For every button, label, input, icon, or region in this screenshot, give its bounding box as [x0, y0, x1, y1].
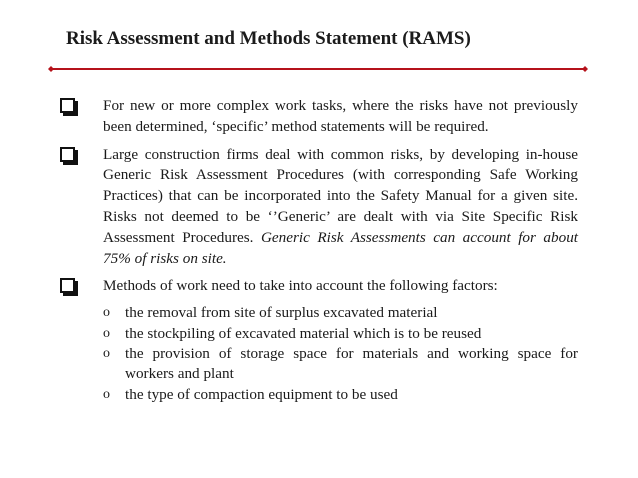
- bullet-list: [60, 96, 578, 412]
- bullet-item: [60, 96, 578, 138]
- title-divider: [48, 66, 588, 72]
- factor-item: [103, 303, 578, 323]
- factor-text: the stockpiling of excavated material which is to be reused: [125, 324, 482, 342]
- sub-bullet-marker: o: [103, 345, 110, 361]
- bullet-item: [60, 276, 578, 405]
- factor-item: [103, 344, 578, 385]
- bullet-text-wrapper: [103, 145, 578, 270]
- factor-text: the removal from site of surplus excavated material: [125, 304, 438, 322]
- checkbox-bullet-icon: [60, 98, 75, 113]
- bullet-text: Methods of work need to take into account the following factors:: [103, 277, 498, 295]
- factor-text: the type of compaction equipment to be used: [125, 385, 398, 403]
- sub-bullet-marker: o: [103, 386, 110, 402]
- bullet-item: [60, 145, 578, 270]
- bullet-text: Large construction firms deal with common risks, by developing in-house Generic Risk Assessment Procedures (with corresponding Safe Working Practices) that can be incorporated into the Safety Manual for a given site. Risks not deemed to be ‘’Generic’ are dealt with via Site Specific Risk Assessment Procedures.: [103, 145, 578, 246]
- bullet-italic-text: Generic Risk Assessments can account for about 75% of risks on site.: [103, 228, 579, 267]
- slide-title: Risk Assessment and Methods Statement (RAMS): [66, 28, 471, 49]
- checkbox-bullet-icon: [60, 278, 75, 293]
- factor-item: [103, 324, 578, 344]
- factor-item: [103, 385, 578, 405]
- bullet-text: For new or more complex work tasks, where the risks have not previously been determined, ‘specific’ method statements will be required.: [103, 97, 578, 135]
- sub-bullet-marker: o: [103, 325, 110, 341]
- factor-list: [103, 303, 578, 405]
- sub-bullet-marker: o: [103, 305, 110, 321]
- checkbox-bullet-icon: [60, 147, 75, 162]
- factor-text: the provision of storage space for materials and working space for workers and plant: [125, 344, 578, 383]
